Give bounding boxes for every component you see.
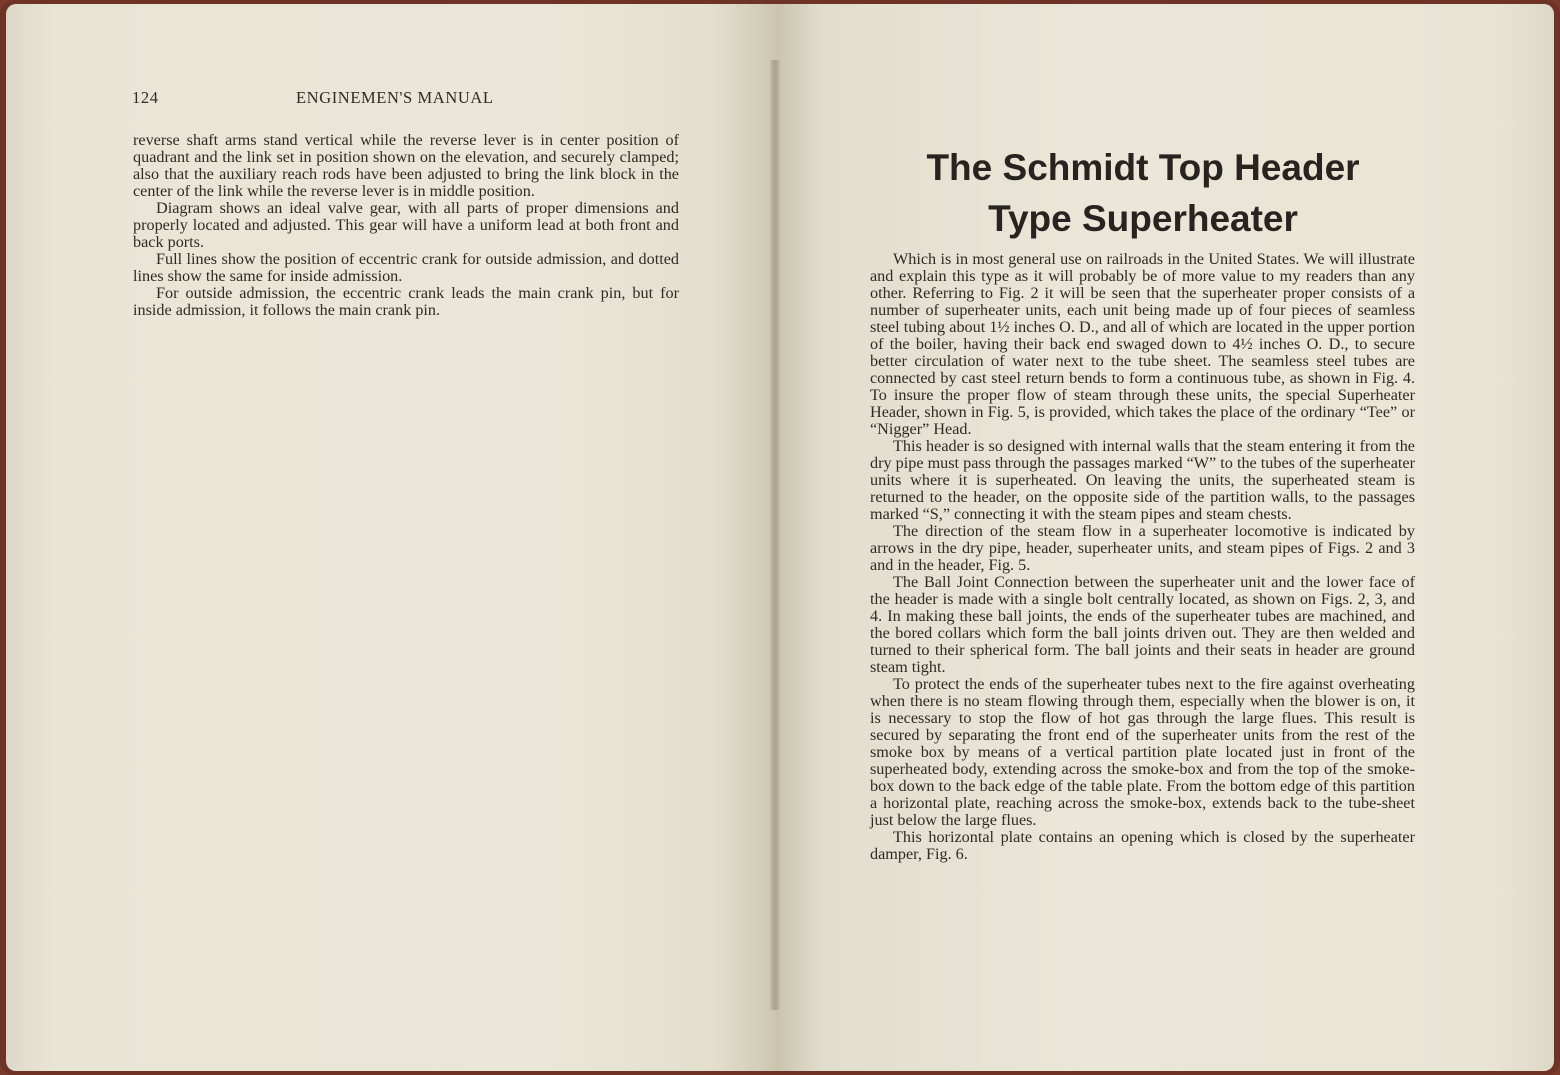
right-paragraph: The Ball Joint Connection between the superheater unit and the lower face of the header is made with a single bolt centrally located, as shown on Figs. 2, 3, and 4. In making these ball joints, the ends of the superheater tubes are machined, and the bored collars which form the ball joints driven out. They are then welded and turned to their spherical form. The ball joints and their seats in header are ground steam tight. [870, 573, 1415, 676]
right-page-body [870, 251, 1415, 863]
left-paragraph: Full lines show the position of eccentric crank for outside admission, and dotted lines show the same for inside admission. [133, 250, 679, 285]
running-head-title: ENGINEMEN'S MANUAL [296, 88, 494, 107]
right-paragraph: This horizontal plate contains an opening which is closed by the superheater damper, Fig. 6. [870, 828, 1415, 863]
right-paragraph: Which is in most general use on railroads in the United States. We will illustrate and explain this type as it will probably be of more value to my readers than any other. Referring to Fig. 2 it will be seen that the superheater proper consists of a number of superheater units, each unit being made up of four pieces of seamless steel tubing about 1½ inches O. D., and all of which are located in the upper portion of the boiler, having their back end swaged down to 4½ inches O. D., to secure better circulation of water next to the tube sheet. The seamless steel tubes are connected by cast steel return bends to form a continuous tube, as shown in Fig. 4. To insure the proper flow of steam through these units, the special Superheater Header, shown in Fig. 5, is provided, which takes the place of the ordinary “Tee” or “Nigger” Head. [870, 250, 1415, 438]
chapter-heading [870, 142, 1416, 244]
left-paragraph: reverse shaft arms stand vertical while the reverse lever is in center position of quadrant and the link set in position shown on the elevation, and securely clamped; also that the auxiliary reach rods have been adjusted to bring the link block in the center of the link while the reverse lever is in middle position. [133, 131, 679, 200]
book-gutter [770, 60, 780, 1010]
page-number: 124 [132, 88, 159, 107]
left-paragraph: For outside admission, the eccentric crank leads the main crank pin, but for inside admission, it follows the main crank pin. [133, 284, 679, 319]
right-paragraph: To protect the ends of the superheater tubes next to the fire against overheating when there is no steam flowing through them, especially when the blower is on, it is necessary to stop the flow of hot gas through the large flues. This result is secured by separating the front end of the superheater units from the rest of the smoke box by means of a vertical partition plate located just in front of the superheated body, extending across the smoke-box and from the top of the smoke-box down to the back edge of the table plate. From the bottom edge of this partition a horizontal plate, reaching across the smoke-box, extends back to the tube-sheet just below the large flues. [870, 675, 1415, 829]
left-page-body [133, 132, 679, 319]
left-paragraph: Diagram shows an ideal valve gear, with all parts of proper dimensions and properly located and adjusted. This gear will have a uniform lead at both front and back ports. [133, 199, 679, 251]
right-paragraph: The direction of the steam flow in a superheater locomotive is indicated by arrows in the dry pipe, header, superheater units, and steam pipes of Figs. 2 and 3 and in the header, Fig. 5. [870, 522, 1415, 574]
heading-line-2: Type Superheater [988, 198, 1298, 239]
heading-line-1: The Schmidt Top Header [926, 147, 1360, 188]
right-paragraph: This header is so designed with internal walls that the steam entering it from the dry pipe must pass through the passages marked “W” to the tubes of the superheater units where it is superheated. On leaving the units, the superheated steam is returned to the header, on the opposite side of the partition walls, to the passages marked “S,” connecting it with the steam pipes and steam chests. [870, 437, 1415, 523]
